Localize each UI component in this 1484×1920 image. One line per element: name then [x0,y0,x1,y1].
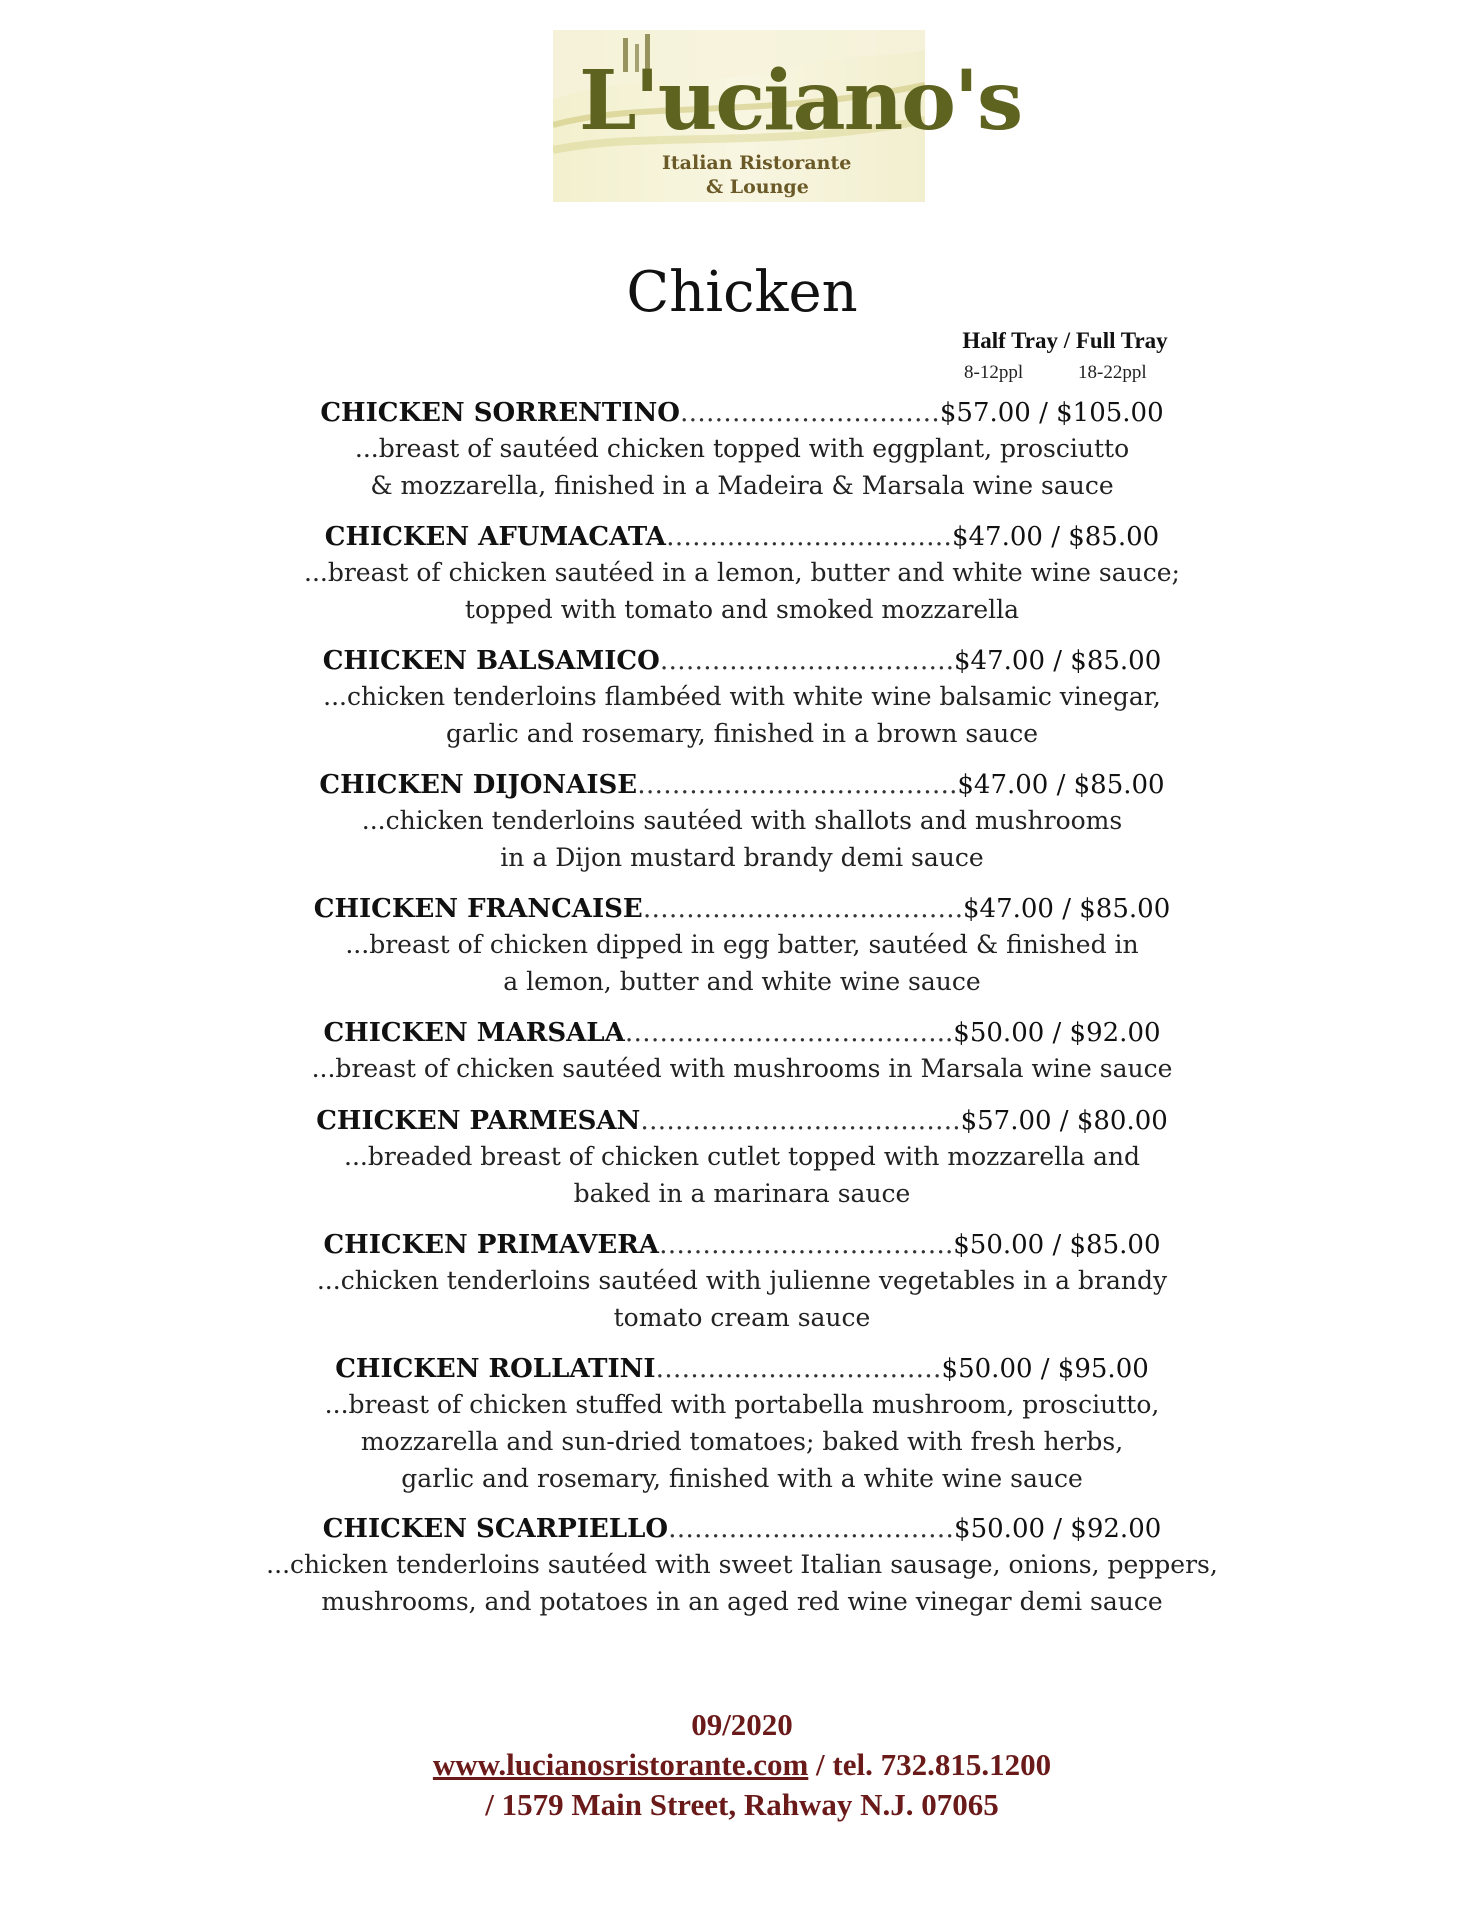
menu-item-description: ...breast of chicken dipped in egg batter, sautéed & finished in a lemon, butter and white wine sauce [345,930,1139,996]
menu-item-price: $50.00 / $92.00 [954,1514,1162,1544]
full-tray-servings: 18-22ppl [1078,362,1147,383]
menu-item-name: CHICKEN ROLLATINI [335,1354,656,1384]
dot-leader: …………………………… [665,522,952,552]
address: / 1579 Main Street, Rahway N.J. 07065 [485,1787,999,1822]
menu-item-name: CHICKEN MARSALA [323,1018,625,1048]
menu-item [200,768,1284,876]
menu-item-price: $47.00 / $85.00 [954,646,1162,676]
menu-item-title [200,396,1284,430]
menu-item [200,1228,1284,1336]
menu-item-title [200,1104,1284,1138]
menu-item-title [200,1016,1284,1050]
dot-leader: ……………………………. [658,1230,954,1260]
section-title: Chicken [626,260,858,325]
menu-item-price: $50.00 / $95.00 [941,1354,1149,1384]
dot-leader: …………………………… [668,1514,955,1544]
menu-item [200,520,1284,628]
menu-item-title [200,520,1284,554]
menu-item-title [200,1512,1284,1546]
menu-item-description: ...chicken tenderloins sautéed with sweet Italian sausage, onions, peppers, mushrooms, and potatoes in an aged red wine vinegar demi sauce [266,1550,1218,1616]
menu-item-name: CHICKEN PARMESAN [316,1106,641,1136]
menu-item-title [200,892,1284,926]
menu-item-title [200,768,1284,802]
menu-item-name: CHICKEN SCARPIELLO [322,1514,669,1544]
menu-item-name: CHICKEN DIJONAISE [319,770,638,800]
dot-leader: ………………………… [679,398,940,428]
logo-subtitle: Italian Ristorante [662,152,852,174]
menu-item-title [200,1352,1284,1386]
menu-item [200,1104,1284,1212]
menu-item-name: CHICKEN BALSAMICO [322,646,660,676]
menu-item-description: ...breaded breast of chicken cutlet topped with mozzarella and baked in a marinara sauce [344,1142,1140,1208]
menu-item-description: ...chicken tenderloins flambéed with white wine balsamic vinegar, garlic and rosemary, finished in a brown sauce [323,682,1161,748]
menu-item-name: CHICKEN AFUMACATA [324,522,666,552]
menu-date: 09/2020 [691,1707,793,1742]
menu-item [200,396,1284,504]
menu-item [200,644,1284,752]
menu-item-title [200,644,1284,678]
menu-item-price: $47.00 / $85.00 [957,770,1165,800]
contact-line [0,1745,1484,1785]
menu-item-description: ...chicken tenderloins sautéed with shallots and mushrooms in a Dijon mustard brandy demi sauce [361,806,1123,872]
menu-item-price: $50.00 / $92.00 [953,1018,1161,1048]
phone-number: / tel. 732.815.1200 [808,1747,1052,1782]
menu-item [200,892,1284,1000]
dot-leader: ………………………………. [642,894,963,924]
menu-item-price: $47.00 / $85.00 [951,522,1160,552]
menu-item [200,1512,1284,1620]
menu-item-description: ...breast of chicken sautéed with mushrooms in Marsala wine sauce [311,1054,1173,1083]
dot-leader: ……………………………. [659,646,955,676]
menu-item-name: CHICKEN SORRENTINO [320,398,680,428]
menu-item-price: $57.00 / $105.00 [939,398,1164,428]
menu-item [200,1016,1284,1087]
menu-item-price: $50.00 / $85.00 [953,1230,1161,1260]
menu-item-price: $47.00 / $85.00 [963,894,1171,924]
menu-item-description: ...chicken tenderloins sautéed with julienne vegetables in a brandy tomato cream sauce [316,1266,1168,1332]
dot-leader: …………………………… [655,1354,942,1384]
logo-wordmark: L'uciano's [579,53,1022,149]
menu-item-description: ...breast of sautéed chicken topped with eggplant, prosciutto & mozzarella, finished in a Madeira & Marsala wine sauce [354,434,1130,500]
website-link[interactable]: www.lucianosristorante.com [432,1747,809,1782]
menu-item-title [200,1228,1284,1262]
footer [0,1705,1484,1825]
menu-item-description: ...breast of chicken stuffed with portabella mushroom, prosciutto, mozzarella and sun-dried tomatoes; baked with fresh herbs, garlic and rosemary, finished with a white wine sauce [324,1390,1160,1493]
menu-item [200,1352,1284,1497]
menu-item-name: CHICKEN PRIMAVERA [323,1230,659,1260]
half-tray-servings: 8-12ppl [964,362,1024,383]
restaurant-logo [553,30,1022,202]
menu-item-name: CHICKEN FRANCAISE [313,894,643,924]
logo-subtitle: & Lounge [706,176,809,198]
dot-leader: ………………………………. [640,1106,961,1136]
menu-item-price: $57.00 / $80.00 [960,1106,1168,1136]
menu-item-description: ...breast of chicken sautéed in a lemon, butter and white wine sauce; topped with tomato and smoked mozzarella [304,558,1180,624]
dot-leader: ……………………………….. [624,1018,954,1048]
tray-size-header: Half Tray / Full Tray [962,328,1168,353]
dot-leader: ………………………………. [637,770,958,800]
